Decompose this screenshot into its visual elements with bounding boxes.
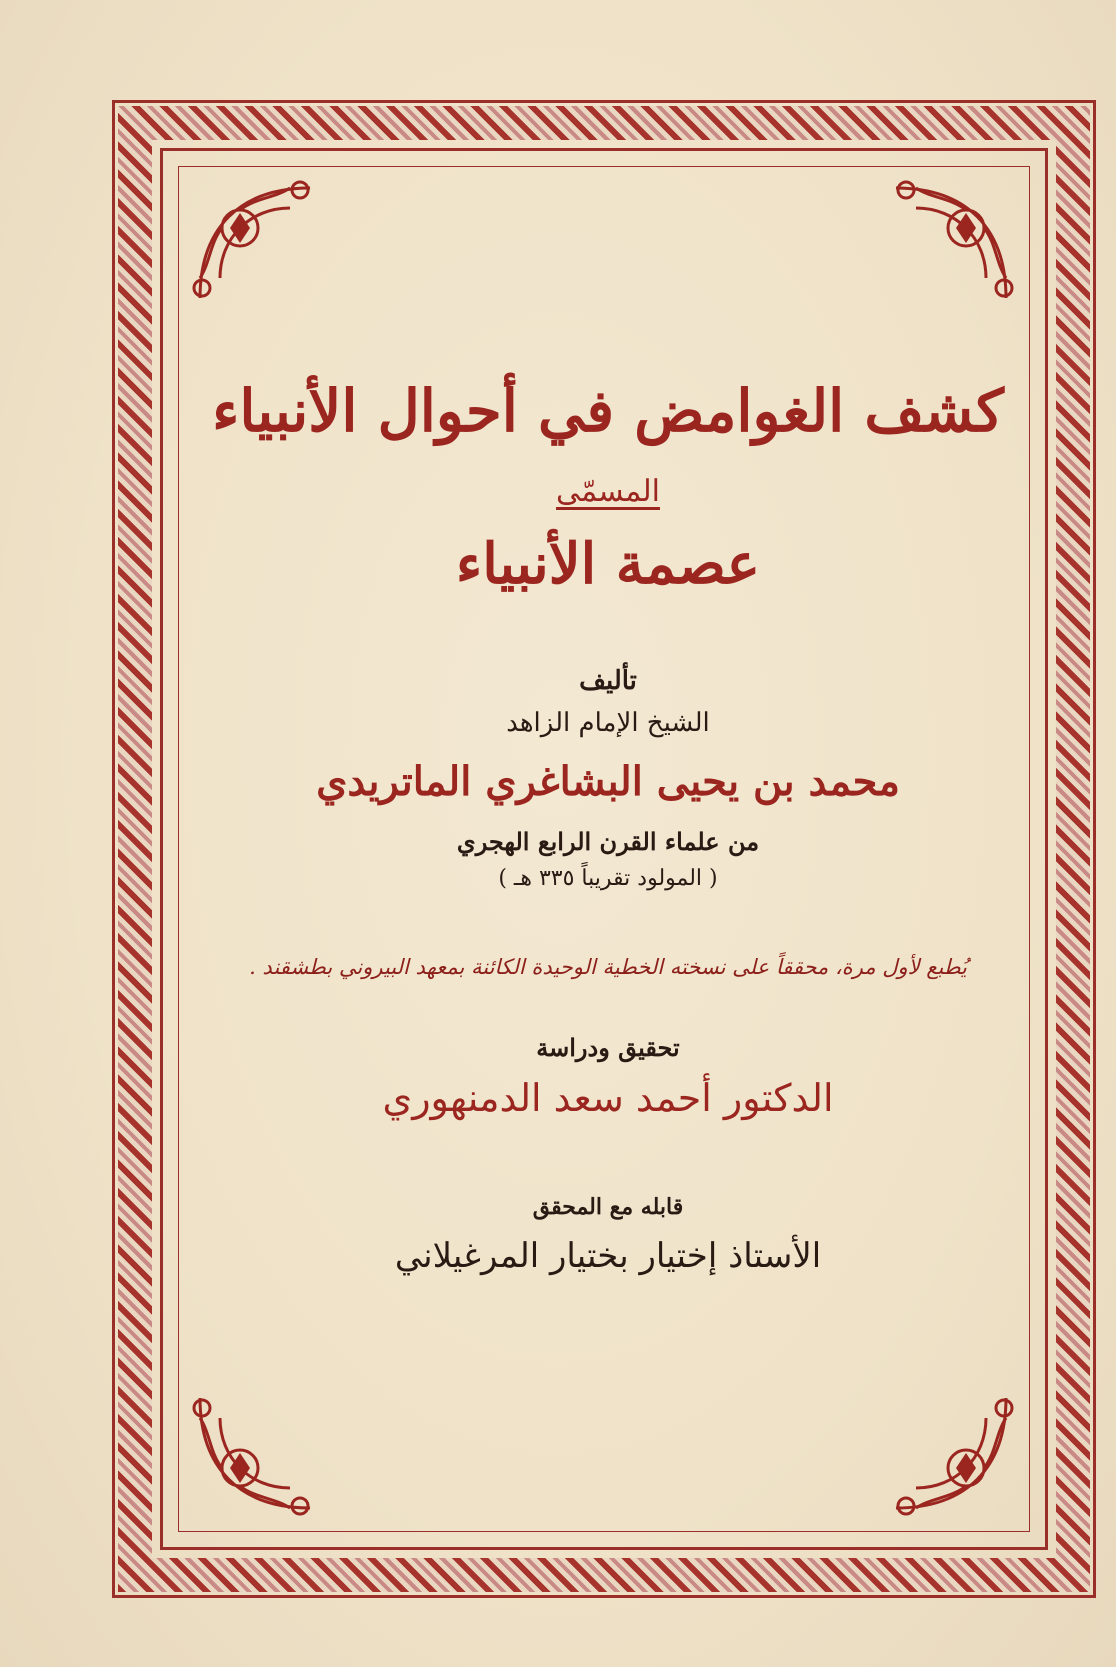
editor-name: الدكتور أحمد سعد الدمنهوري	[382, 1076, 834, 1120]
edition-note: يُطبع لأول مرة، محققاً على نسخته الخطية الوحيدة الكائنة بمعهد البيروني بطشقند .	[249, 955, 967, 979]
floral-scroll-corner-icon	[876, 1378, 1026, 1528]
author-birth: ( المولود تقريباً ٣٣٥ هـ )	[498, 866, 718, 891]
floral-scroll-corner-icon	[180, 168, 330, 318]
floral-scroll-corner-icon	[876, 168, 1026, 318]
book-title: كشف الغوامض في أحوال الأنبياء	[212, 377, 1004, 445]
title-page-content	[200, 340, 1016, 1280]
author-era: من علماء القرن الرابع الهجري	[456, 827, 760, 856]
floral-scroll-corner-icon	[180, 1378, 330, 1528]
collator-name: الأستاذ إختيار بختيار المرغيلاني	[394, 1236, 822, 1276]
author-name: محمد بن يحيى البشاغري الماتريدي	[316, 758, 900, 805]
authorship-label: تأليف	[579, 666, 637, 696]
book-subtitle: عصمة الأنبياء	[455, 531, 761, 597]
study-label: تحقيق ودراسة	[536, 1033, 680, 1062]
author-honorific: الشيخ الإمام الزاهد	[506, 708, 710, 738]
named-label: المسمّى	[556, 474, 660, 509]
collation-label: قابله مع المحقق	[532, 1194, 684, 1220]
